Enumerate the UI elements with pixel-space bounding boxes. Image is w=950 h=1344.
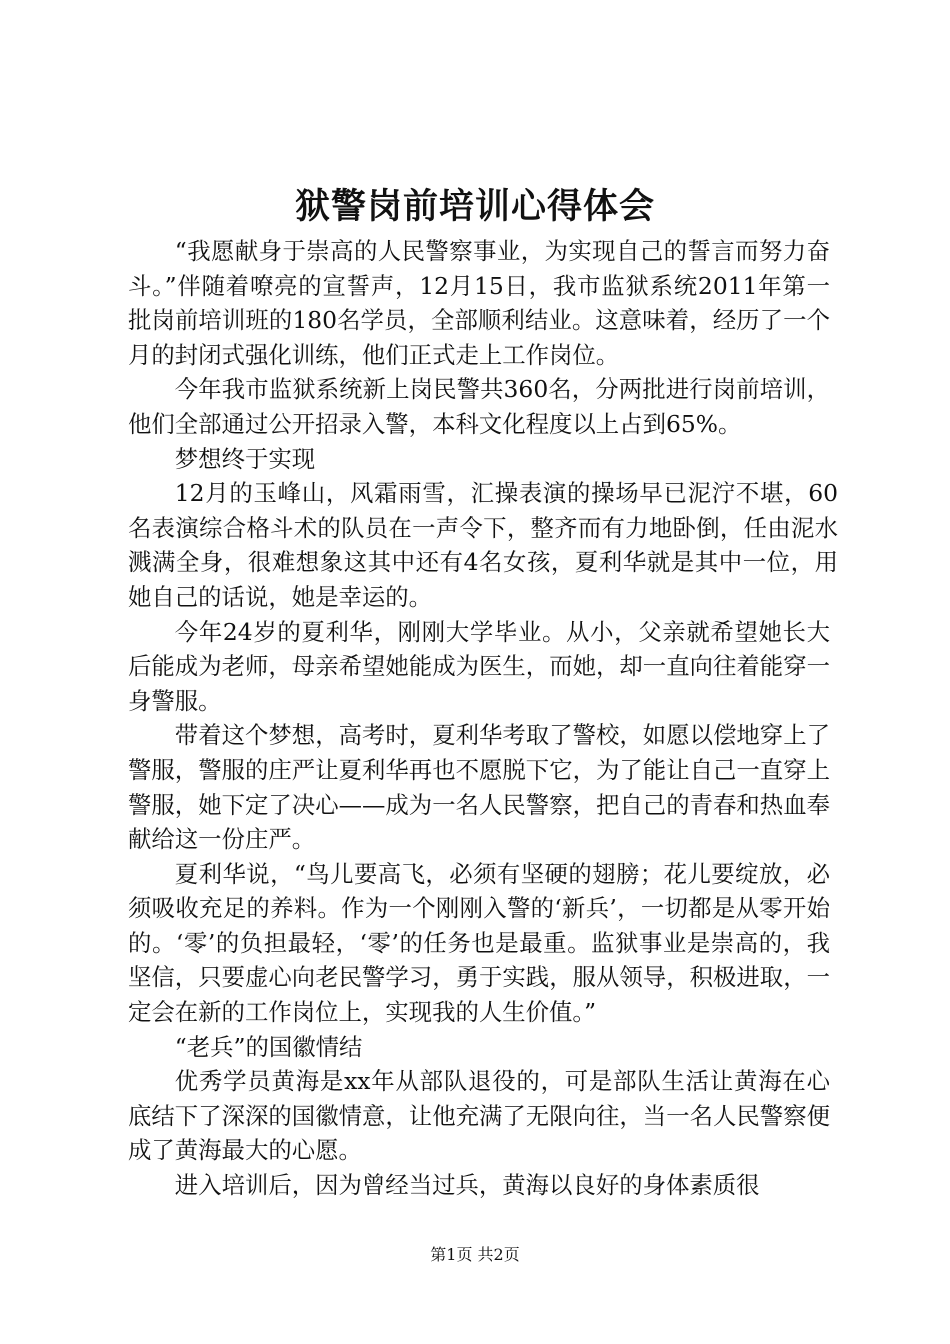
paragraph: 带着这个梦想，高考时，夏利华考取了警校，如愿以偿地穿上了警服，警服的庄严让夏利华再也不愿脱下它，为了能让自己一直穿上警服，她下定了决心——成为一名人民警察，把自己的青春和热血奉献给这一份庄严。	[128, 721, 830, 854]
paragraph: 优秀学员黄海是xx年从部队退役的，可是部队生活让黄海在心底结下了深深的国徽情意，让他充满了无限向往，当一名人民警察便成了黄海最大的心愿。	[128, 1067, 830, 1165]
paragraph: “我愿献身于崇高的人民警察事业，为实现自己的誓言而努力奋斗。”伴随着嘹亮的宣誓声，12月15日，我市监狱系统2011年第一批岗前培训班的180名学员，全部顺利结业。这意味着，经历了一个月的封闭式强化训练，他们正式走上工作岗位。	[128, 237, 830, 369]
paragraph: 进入培训后，因为曾经当过兵，黄海以良好的身体素质很	[174, 1171, 760, 1200]
section-heading: “老兵”的国徽情结	[174, 1032, 363, 1061]
page-title: 狱警岗前培训心得体会	[294, 186, 655, 227]
paragraph: 今年24岁的夏利华，刚刚大学毕业。从小，父亲就希望她长大后能成为老师，母亲希望她能成为医生，而她，却一直向往着能穿一身警服。	[128, 617, 830, 715]
paragraph: 夏利华说，“鸟儿要高飞，必须有坚硬的翅膀；花儿要绽放，必须吸收充足的养料。作为一个刚刚入警的‘新兵’，一切都是从零开始的。‘零’的负担最轻，‘零’的任务也是最重。监狱事业是崇高的，我坚信，只要虚心向老民警学习，勇于实践，服从领导，积极进取，一定会在新的工作岗位上，实现我的人生价值。”	[128, 859, 830, 1027]
document-body	[128, 234, 838, 1203]
section-heading: 梦想终于实现	[174, 444, 316, 473]
paragraph: 12月的玉峰山，风霜雨雪，汇操表演的操场早已泥泞不堪，60名表演综合格斗术的队员在一声令下，整齐而有力地卧倒，任由泥水溅满全身，很难想象这其中还有4名女孩，夏利华就是其中一位，用她自己的话说，她是幸运的。	[128, 479, 838, 611]
page-footer: 第1页 共2页	[430, 1245, 520, 1264]
paragraph: 今年我市监狱系统新上岗民警共360名，分两批进行岗前培训，他们全部通过公开招录入警，本科文化程度以上占到65%。	[128, 375, 830, 438]
